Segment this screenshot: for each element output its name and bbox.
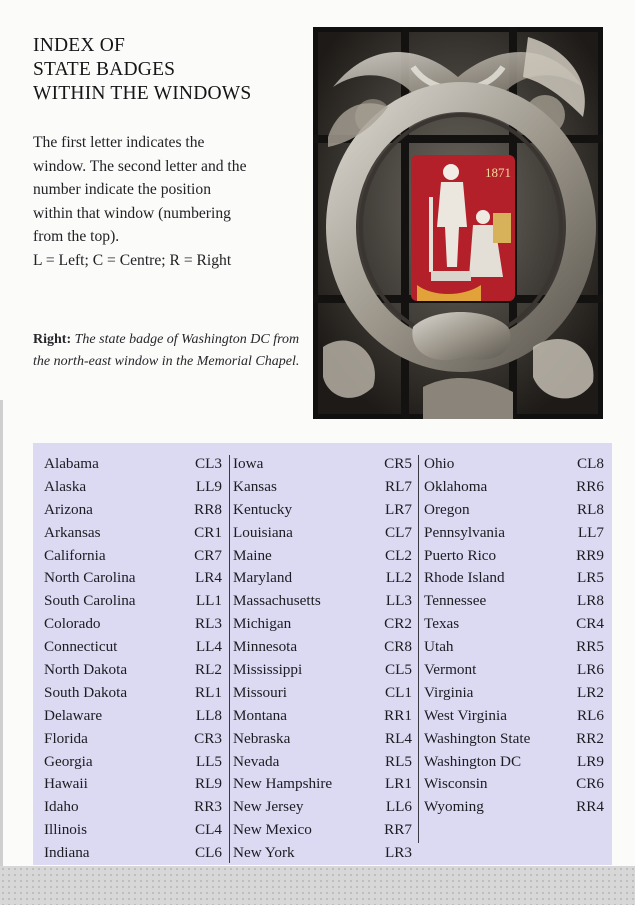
- badge-position-code: RL9: [194, 775, 222, 793]
- intro-line: from the top).: [33, 228, 120, 246]
- scan-background-strip: [0, 866, 635, 905]
- index-entry: [233, 545, 416, 568]
- state-name: Oregon: [424, 500, 470, 518]
- index-entry: [233, 682, 416, 705]
- index-entry: [44, 773, 226, 796]
- state-name: Virginia: [424, 683, 474, 701]
- badge-position-code: LL8: [195, 706, 222, 724]
- caption-text: The state badge of Washington DC from the north-east window in the Memorial Chapel.: [33, 332, 300, 369]
- index-entry: [44, 636, 226, 659]
- heading-line: STATE BADGES: [33, 59, 176, 80]
- badge-position-code: RL8: [576, 500, 604, 518]
- index-entry: [424, 613, 608, 636]
- index-entry: [424, 453, 608, 476]
- index-entry: [44, 545, 226, 568]
- state-name: Maine: [233, 546, 272, 564]
- state-name: North Dakota: [44, 661, 128, 679]
- badge-position-code: CL2: [384, 546, 412, 564]
- intro-line: number indicate the position: [33, 181, 211, 199]
- page-heading: [33, 34, 313, 106]
- badge-position-code: CL4: [194, 821, 222, 839]
- badge-position-code: RR6: [576, 477, 604, 495]
- state-name: Florida: [44, 729, 88, 747]
- badge-position-code: CL1: [384, 683, 412, 701]
- index-entry: [44, 728, 226, 751]
- index-entry: [44, 819, 226, 842]
- index-entry: [233, 705, 416, 728]
- index-entry: [44, 499, 226, 522]
- badge-position-code: CR8: [384, 638, 412, 656]
- state-name: New Jersey: [233, 798, 304, 816]
- state-name: Idaho: [44, 798, 79, 816]
- state-name: West Virginia: [424, 706, 507, 724]
- index-entry: [44, 590, 226, 613]
- state-name: Minnesota: [233, 638, 298, 656]
- state-name: Alabama: [44, 455, 99, 472]
- index-entry: [424, 728, 608, 751]
- intro-line: within that window (numbering: [33, 204, 231, 222]
- index-entry: [44, 567, 226, 590]
- index-entry: [424, 522, 608, 545]
- state-name: Georgia: [44, 752, 93, 770]
- badge-position-code: RR7: [384, 821, 412, 839]
- state-name: Utah: [424, 638, 454, 656]
- index-entry: [44, 682, 226, 705]
- index-entry: [233, 522, 416, 545]
- badge-position-code: RL5: [384, 752, 412, 770]
- state-name: Louisiana: [233, 523, 293, 541]
- index-entry: [424, 499, 608, 522]
- state-name: Colorado: [44, 615, 101, 633]
- badge-position-code: RL4: [384, 729, 412, 747]
- caption-label: Right:: [33, 332, 72, 347]
- badge-position-code: LR6: [576, 661, 604, 679]
- badge-position-code: RL3: [194, 615, 222, 633]
- heading-line: INDEX OF: [33, 35, 126, 56]
- badge-position-code: RR3: [194, 798, 222, 816]
- state-name: Kentucky: [233, 500, 293, 518]
- index-entry: [424, 659, 608, 682]
- index-entry: [424, 682, 608, 705]
- state-name: Hawaii: [44, 775, 88, 793]
- state-badge-index: [33, 443, 612, 865]
- index-entry: [44, 476, 226, 499]
- badge-position-code: CR7: [194, 546, 222, 564]
- index-column-3: [424, 453, 608, 819]
- badge-position-code: LR2: [576, 683, 604, 701]
- state-name: Kansas: [233, 477, 277, 495]
- index-entry: [233, 567, 416, 590]
- state-name: California: [44, 546, 106, 564]
- index-entry: [424, 476, 608, 499]
- badge-position-code: LL7: [577, 523, 604, 541]
- index-entry: [44, 796, 226, 819]
- badge-position-code: LR4: [194, 569, 222, 587]
- intro-line: window. The second letter and the: [33, 157, 247, 175]
- index-entry: [424, 545, 608, 568]
- index-entry: [233, 476, 416, 499]
- state-name: Rhode Island: [424, 569, 505, 587]
- badge-position-code: LL1: [195, 592, 222, 610]
- state-name: Washington DC: [424, 752, 522, 770]
- state-name: Michigan: [233, 615, 292, 633]
- badge-position-code: CL3: [194, 455, 222, 472]
- stained-glass-window-photo: [313, 27, 603, 419]
- state-name: Pennsylvania: [424, 523, 505, 541]
- stained-glass-illustration: [313, 27, 603, 419]
- state-name: Puerto Rico: [424, 546, 497, 564]
- badge-position-code: CL8: [576, 455, 604, 472]
- index-entry: [44, 751, 226, 774]
- state-name: South Carolina: [44, 592, 136, 610]
- state-name: Nevada: [233, 752, 280, 770]
- index-entry: [424, 796, 608, 819]
- badge-position-code: CR3: [194, 729, 222, 747]
- state-name: Missouri: [233, 683, 288, 701]
- badge-position-code: LR3: [384, 844, 412, 862]
- index-entry: [233, 659, 416, 682]
- page-edge: [0, 400, 3, 905]
- state-name: Arkansas: [44, 523, 101, 541]
- badge-position-code: LL9: [195, 477, 222, 495]
- badge-position-code: RR8: [194, 500, 222, 518]
- index-entry: [44, 613, 226, 636]
- state-name: Massachusetts: [233, 592, 321, 610]
- state-name: North Carolina: [44, 569, 136, 587]
- badge-position-code: LR1: [384, 775, 412, 793]
- index-entry: [233, 796, 416, 819]
- state-name: Connecticut: [44, 638, 118, 656]
- index-entry: [44, 705, 226, 728]
- badge-position-code: LR7: [384, 500, 412, 518]
- badge-position-code: LL5: [195, 752, 222, 770]
- index-entry: [424, 705, 608, 728]
- state-name: Tennessee: [424, 592, 487, 610]
- state-name: Montana: [233, 706, 287, 724]
- badge-position-code: CL7: [384, 523, 412, 541]
- index-entry: [44, 453, 226, 476]
- state-name: New Hampshire: [233, 775, 333, 793]
- state-name: Indiana: [44, 844, 90, 862]
- state-name: Alaska: [44, 477, 87, 495]
- index-entry: [44, 842, 226, 865]
- heading-line: WITHIN THE WINDOWS: [33, 83, 252, 104]
- state-name: Oklahoma: [424, 477, 488, 495]
- badge-position-code: LL6: [385, 798, 412, 816]
- index-entry: [424, 567, 608, 590]
- state-name: Iowa: [233, 455, 264, 472]
- badge-position-code: LL4: [195, 638, 222, 656]
- index-entry: [424, 751, 608, 774]
- state-name: Texas: [424, 615, 460, 633]
- state-name: Vermont: [424, 661, 477, 679]
- index-entry: [233, 499, 416, 522]
- badge-position-code: LL2: [385, 569, 412, 587]
- index-column-2: [233, 453, 416, 865]
- index-entry: [233, 773, 416, 796]
- column-divider: [418, 455, 419, 843]
- intro-line: The first letter indicates the: [33, 134, 205, 151]
- index-entry: [233, 819, 416, 842]
- column-divider: [229, 455, 230, 863]
- badge-position-code: RR4: [576, 798, 604, 816]
- index-entry: [233, 613, 416, 636]
- state-name: Washington State: [424, 729, 531, 747]
- badge-position-code: LR9: [576, 752, 604, 770]
- badge-position-code: CR4: [576, 615, 604, 633]
- index-entry: [233, 728, 416, 751]
- index-entry: [44, 659, 226, 682]
- badge-year: 1871: [485, 165, 511, 180]
- state-name: Wisconsin: [424, 775, 488, 793]
- badge-position-code: RR5: [576, 638, 604, 656]
- state-name: Nebraska: [233, 729, 291, 747]
- index-entry: [424, 773, 608, 796]
- state-name: New Mexico: [233, 821, 312, 839]
- badge-position-code: RR2: [576, 729, 604, 747]
- badge-position-code: RR9: [576, 546, 604, 564]
- badge-position-code: CR6: [576, 775, 604, 793]
- state-name: Ohio: [424, 455, 455, 472]
- badge-position-code: CR5: [384, 455, 412, 472]
- badge-position-code: RL7: [384, 477, 412, 495]
- index-entry: [424, 590, 608, 613]
- index-entry: [233, 842, 416, 865]
- state-name: South Dakota: [44, 683, 128, 701]
- index-entry: [233, 453, 416, 476]
- badge-position-code: CR1: [194, 523, 222, 541]
- badge-position-code: RL6: [576, 706, 604, 724]
- photo-caption: [33, 329, 313, 373]
- state-name: Wyoming: [424, 798, 484, 816]
- badge-position-code: LR5: [576, 569, 604, 587]
- index-entry: [424, 636, 608, 659]
- badge-position-code: CL6: [194, 844, 222, 862]
- index-entry: [233, 751, 416, 774]
- state-name: Arizona: [44, 500, 93, 518]
- state-name: Mississippi: [233, 661, 303, 679]
- index-column-1: [44, 453, 226, 865]
- badge-position-code: RL1: [194, 683, 222, 701]
- state-name: Illinois: [44, 821, 88, 839]
- intro-line: L = Left; C = Centre; R = Right: [33, 251, 232, 269]
- badge-position-code: CR2: [384, 615, 412, 633]
- index-entry: [233, 636, 416, 659]
- badge-position-code: CL5: [384, 661, 412, 679]
- badge-position-code: RR1: [384, 706, 412, 724]
- state-name: Maryland: [233, 569, 293, 587]
- index-entry: [233, 590, 416, 613]
- intro-paragraph: [33, 131, 308, 273]
- badge-position-code: RL2: [194, 661, 222, 679]
- badge-position-code: LR8: [576, 592, 604, 610]
- state-name: New York: [233, 844, 295, 862]
- badge-position-code: LL3: [385, 592, 412, 610]
- state-name: Delaware: [44, 706, 103, 724]
- index-entry: [44, 522, 226, 545]
